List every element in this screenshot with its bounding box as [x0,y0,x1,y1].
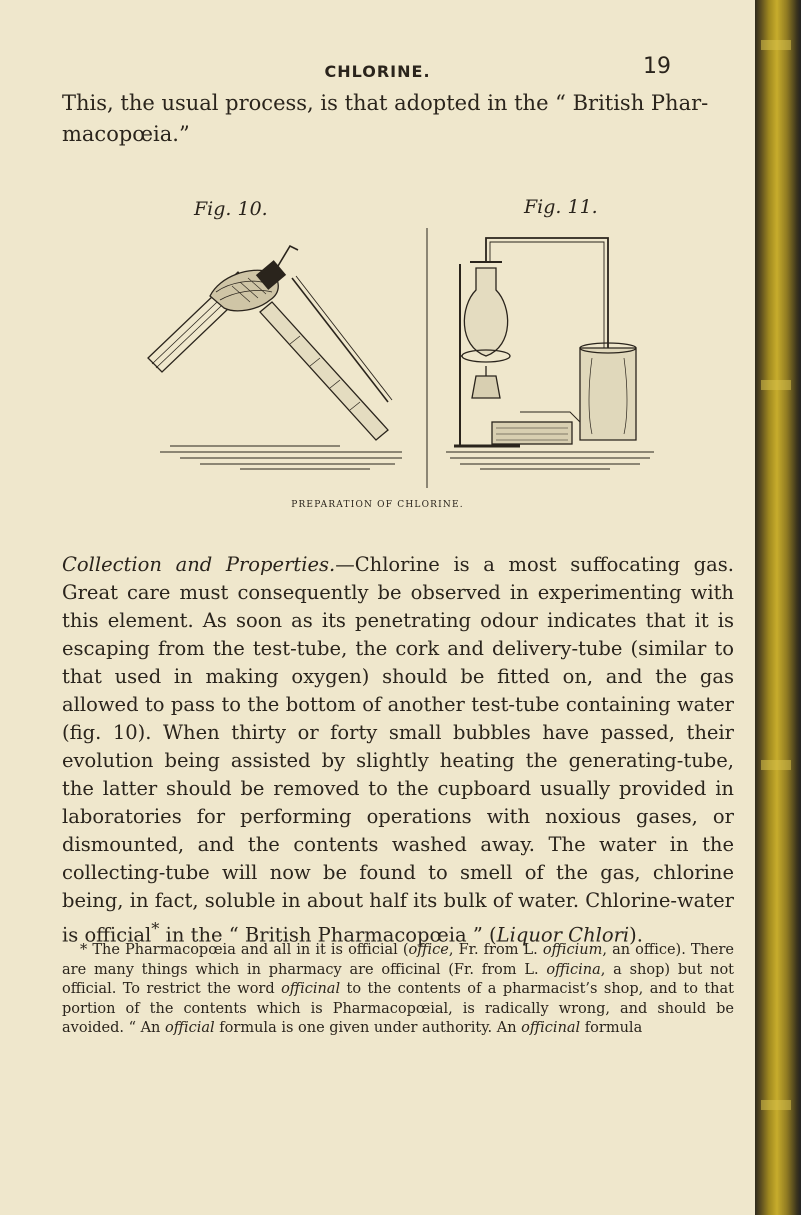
footnote-part-7: formula [580,1020,643,1036]
body-text-1: Chlorine is a most suffocating gas. Great care must consequently be observed in experimenting with this element. As soon as its penetrating odour indicates that it is escaping from the test-tube, the cork and delivery-tube (similar to that used in making oxygen) should be fitted on, and the gas allowed to pass to the bottom of another test-tube containing water (fig. 10). When thirty or forty small bubbles have passed, their evolution being assisted by slightly heating the generating-tube, the latter should be removed to the cupboard usually provided in laboratories for performing operations with noxious gases, or dismounted, and the contents washed away. The water in the collecting-tube will now be found to smell of the gas, chlorine being, in fact, soluble in about half its bulk of water. Chlorine-water is official [62,553,735,947]
body-text-3: ). [629,923,643,947]
footnote-marker: * [151,919,160,938]
footnote-term-office: office [408,942,449,958]
footnote-term-officium: officium [542,942,603,958]
spine-highlight [761,760,791,770]
book-spine-edge [755,0,801,1215]
footnote-term-officinal: officinal [281,981,341,997]
chlorine-apparatus-illustration [140,226,660,490]
fig-11-label: Fig. 11. [524,196,598,218]
spine-highlight [761,380,791,390]
spine-highlight [761,40,791,50]
latin-term: Liquor Chlori [496,923,630,947]
intro-paragraph [62,88,734,150]
footnote-part-6: formula is one given under authority. An [214,1020,522,1036]
section-heading: Collection and Properties. [62,553,336,576]
footnote-part-1: * The Pharmacopœia and all in it is official ( [80,942,409,958]
em-dash: — [335,553,355,576]
footnote-part-2: , Fr. from L. [448,942,543,958]
spine-highlight [761,1100,791,1110]
intro-line-2: macopœia.” [62,122,190,146]
fig-11-drawing [446,238,654,469]
fig-10-drawing [148,246,402,469]
page-number: 19 [643,54,671,79]
intro-line-1: This, the usual process, is that adopted in the “ British Phar- [62,91,709,115]
figure-caption: PREPARATION OF CHLORINE. [291,500,464,510]
running-title: CHLORINE. [324,62,431,81]
footnote-part-5: to the contents of a pharmacist’s shop, and to that portion of the contents which is Pharmacopœial, is radically wrong, and should be avoided. “ An [62,981,734,1036]
fig-10-label: Fig. 10. [194,198,268,220]
footnote [62,941,734,1039]
footnote-term-officinal-2: officinal [521,1020,581,1036]
footnote-term-official: official [165,1020,215,1036]
body-paragraph [62,551,734,950]
footnote-part-4: , a shop) but not official. To restrict the word [62,961,734,997]
footnote-term-officina: officina [546,961,601,978]
body-text-2: in the “ British Pharmacopœia ” ( [159,923,497,947]
footnote-part-3: , an office). There are many things which in pharmacy are officinal (Fr. from L. [62,942,734,978]
